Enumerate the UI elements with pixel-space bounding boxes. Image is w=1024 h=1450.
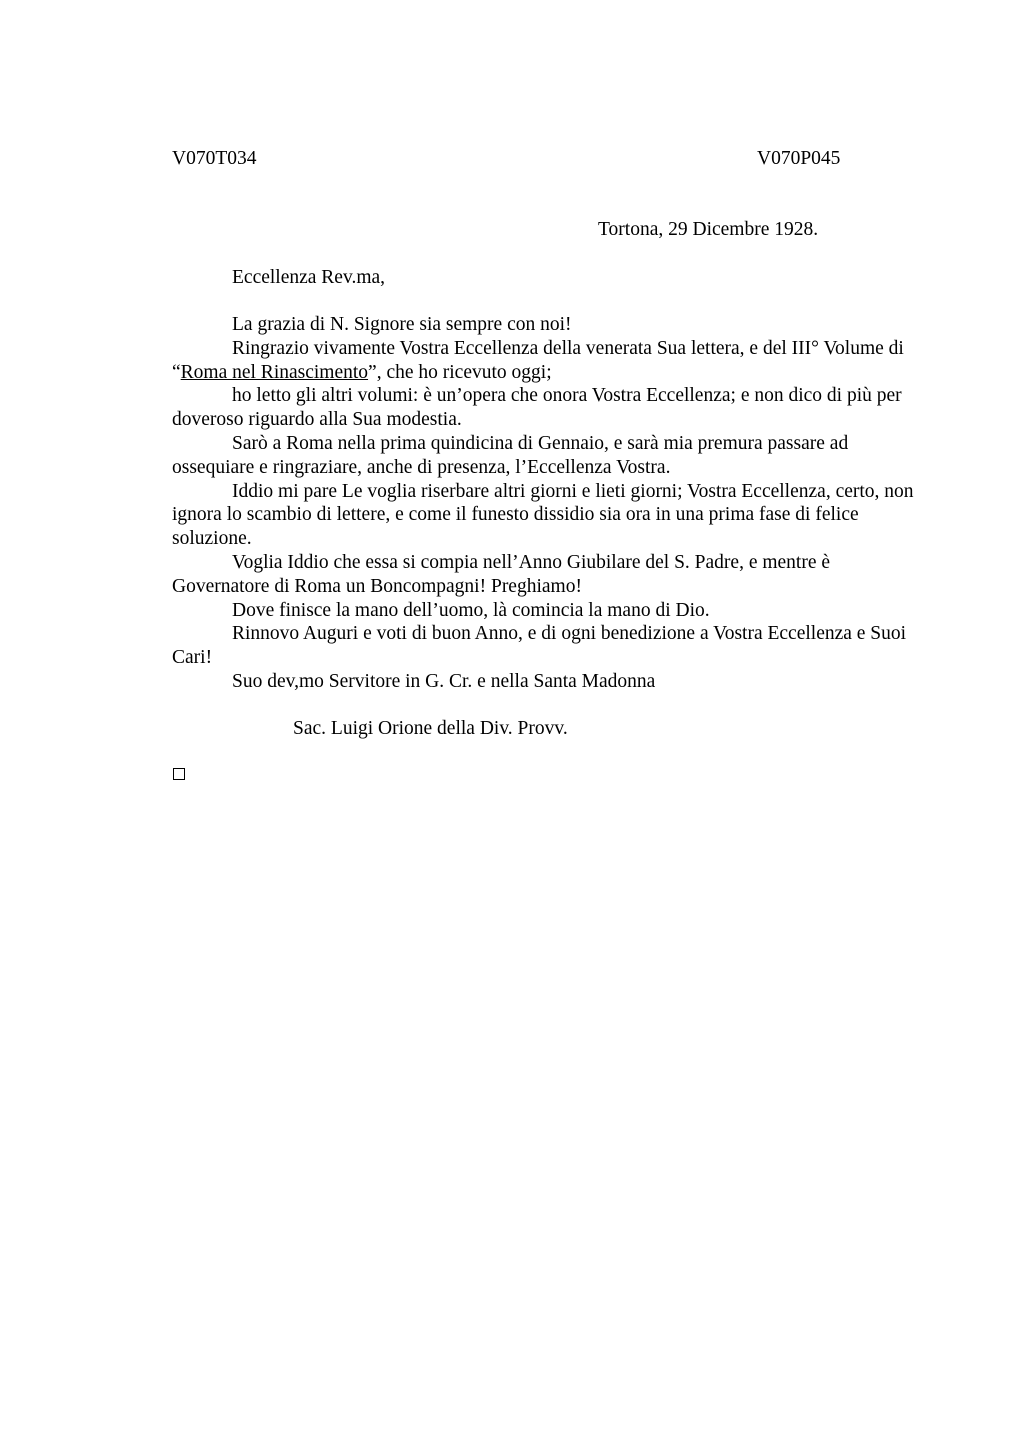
letter-signature: Sac. Luigi Orione della Div. Provv. bbox=[293, 718, 568, 739]
paragraph-days: Iddio mi pare Le voglia riserbare altri giorni e lieti giorni; Vostra Eccellenza, certo, non ignora lo scambio di lettere, e come il funesto dissidio sia ora in una prima fase di felice soluzione. bbox=[172, 480, 914, 550]
paragraph-thanks bbox=[172, 337, 932, 385]
square-outline-icon bbox=[173, 768, 185, 780]
paragraph-hand-of-god: Dove finisce la mano dell’uomo, là comincia la mano di Dio. bbox=[232, 599, 710, 621]
letter-body bbox=[172, 313, 932, 694]
paragraph-visit: Sarò a Roma nella prima quindicina di Gennaio, e sarà mia premura passare ad ossequiare e ringraziare, anche di presenza, l’Eccellenza Vostra. bbox=[172, 432, 849, 478]
letter-dateline: Tortona, 29 Dicembre 1928. bbox=[598, 219, 819, 240]
paragraph-thanks-start: Ringrazio vivamente Vostra Eccellenza della venerata Sua lettera, e del III° Volume di “ bbox=[172, 337, 904, 383]
paragraph-jubilee: Voglia Iddio che essa si compia nell’Anno Giubilare del S. Padre, e mentre è Governatore di Roma un Boncompagni! Preghiamo! bbox=[172, 551, 831, 597]
book-title: Roma nel Rinascimento bbox=[180, 361, 369, 383]
letter-salutation: Eccellenza Rev.ma, bbox=[232, 267, 386, 288]
document-code-right: V070P045 bbox=[757, 148, 841, 169]
paragraph-thanks-end: ”, che ho ricevuto oggi; bbox=[368, 361, 552, 383]
document-code-left: V070T034 bbox=[172, 148, 257, 169]
paragraph-wishes: Rinnovo Auguri e voti di buon Anno, e di ogni benedizione a Vostra Eccellenza e Suoi Cari! bbox=[172, 623, 907, 669]
paragraph-volumes: ho letto gli altri volumi: è un’opera che onora Vostra Eccellenza; e non dico di più per doveroso riguardo alla Sua modestia. bbox=[172, 385, 902, 431]
paragraph-closing: Suo dev,mo Servitore in G. Cr. e nella Santa Madonna bbox=[232, 670, 656, 692]
paragraph-greeting: La grazia di N. Signore sia sempre con noi! bbox=[232, 314, 572, 335]
